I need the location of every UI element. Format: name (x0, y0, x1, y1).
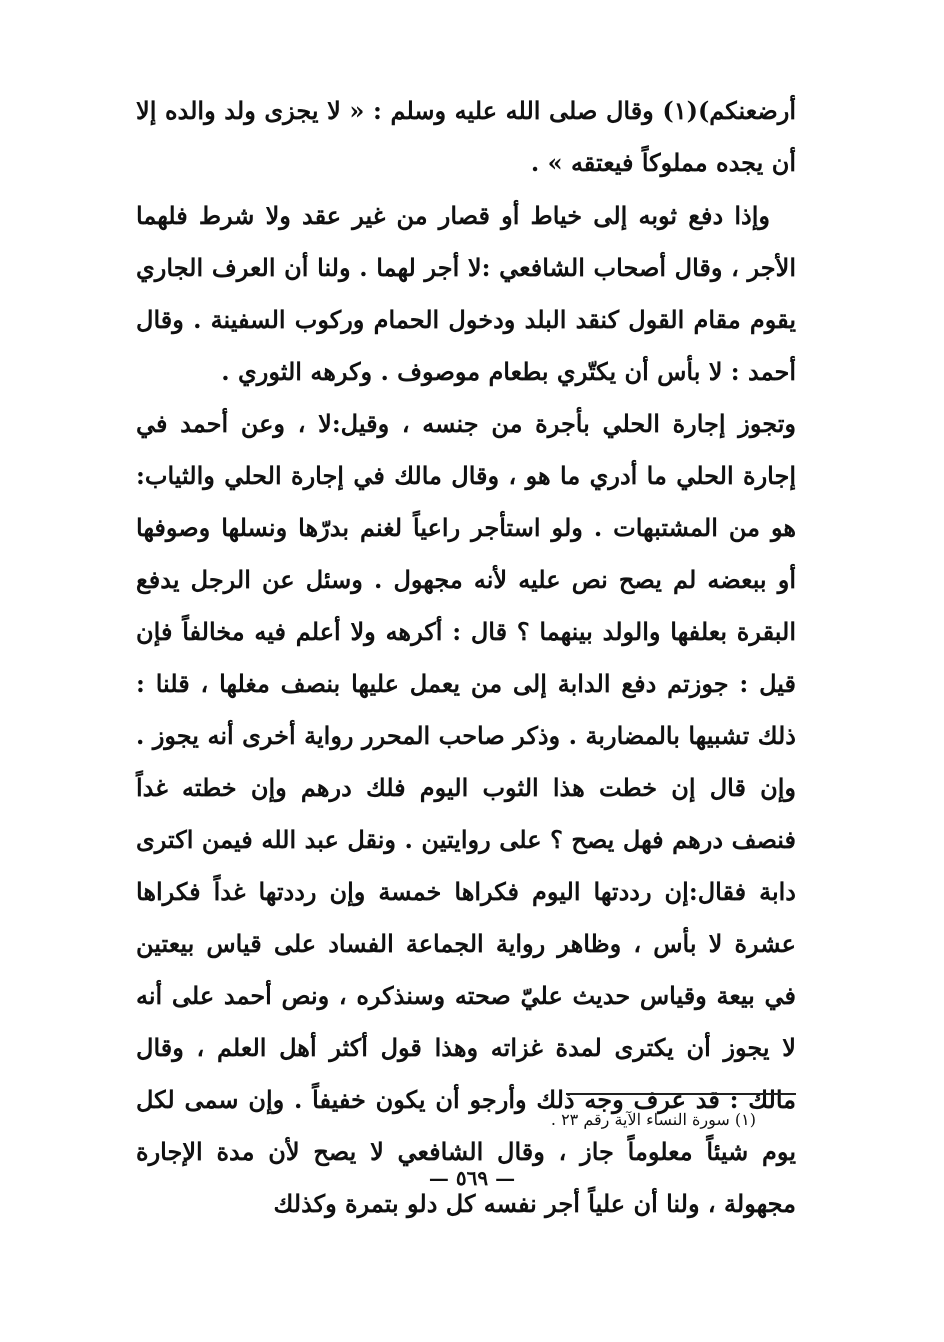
paragraph-2 (136, 190, 796, 398)
footnote-divider (566, 1093, 796, 1095)
page-number: — ٥٦٩ — (428, 1166, 516, 1190)
paragraph-1 (136, 85, 796, 189)
paragraph-3 (136, 398, 796, 1230)
paragraph-2-text: وإذا دفع ثوبه إلى خياط أو قصار من غير عقد ولا شرط فلهما الأجر ، وقال أصحاب الشافعي :لا أجر لهما . ولنا أن العرف الجاري يقوم مقام القول كنقد البلد ودخول الحمام وركوب السفينة . وقال أحمد : لا بأس أن يكتّري بطعام موصوف . وكرهه الثوري . (136, 201, 797, 386)
paragraph-1-text: أرضعنكم)(١) وقال صلى الله عليه وسلم : « لا يجزى ولد والده إلا أن يجده مملوكاً فيعتقه » . (136, 96, 796, 177)
paragraph-3-text: وتجوز إجارة الحلي بأجرة من جنسه ، وقيل:لا ، وعن أحمد في إجارة الحلي ما أدري ما هو ، وقال مالك في إجارة الحلي والثياب: هو من المشتبهات . ولو استأجر راعياً لغنم بدرّها ونسلها وصوفها أو ببعضه لم يصح نص عليه لأنه مجهول . وسئل عن الرجل يدفع البقرة بعلفها والولد بينهما ؟ قال : أكرهه ولا أعلم فيه مخالفاً فإن قيل : جوزتم دفع الدابة إلى من يعمل عليها بنصف مغلها ، قلنا : ذلك تشبيها بالمضاربة . وذكر صاحب المحرر رواية أخرى أنه يجوز . وإن قال إن خطت هذا الثوب اليوم فلك درهم وإن خطته غداً فنصف درهم فهل يصح ؟ على روايتين . ونقل عبد الله فيمن اكترى دابة فقال:إن رددتها اليوم فكراها خمسة وإن رددتها غداً فكراها عشرة لا بأس ، وظاهر رواية الجماعة الفساد على قياس بيعتين في بيعة وقياس حديث عليّ صحته وسنذكره ، ونص أحمد على أنه لا يجوز أن يكترى لمدة غزاته وهذا قول أكثر أهل العلم ، وقال مالك : قد عرف وجه ذلك وأرجو أن يكون خفيفاً . وإن سمى لكل يوم شيئاً معلوماً جاز ، وقال الشافعي لا يصح لأن مدة الإجارة مجهولة ، ولنا أن علياً أجر نفسه كل دلو بتمرة وكذلك (136, 409, 796, 1218)
footnote: (١) سورة النساء الآية رقم ٢٣ . (550, 1110, 756, 1129)
